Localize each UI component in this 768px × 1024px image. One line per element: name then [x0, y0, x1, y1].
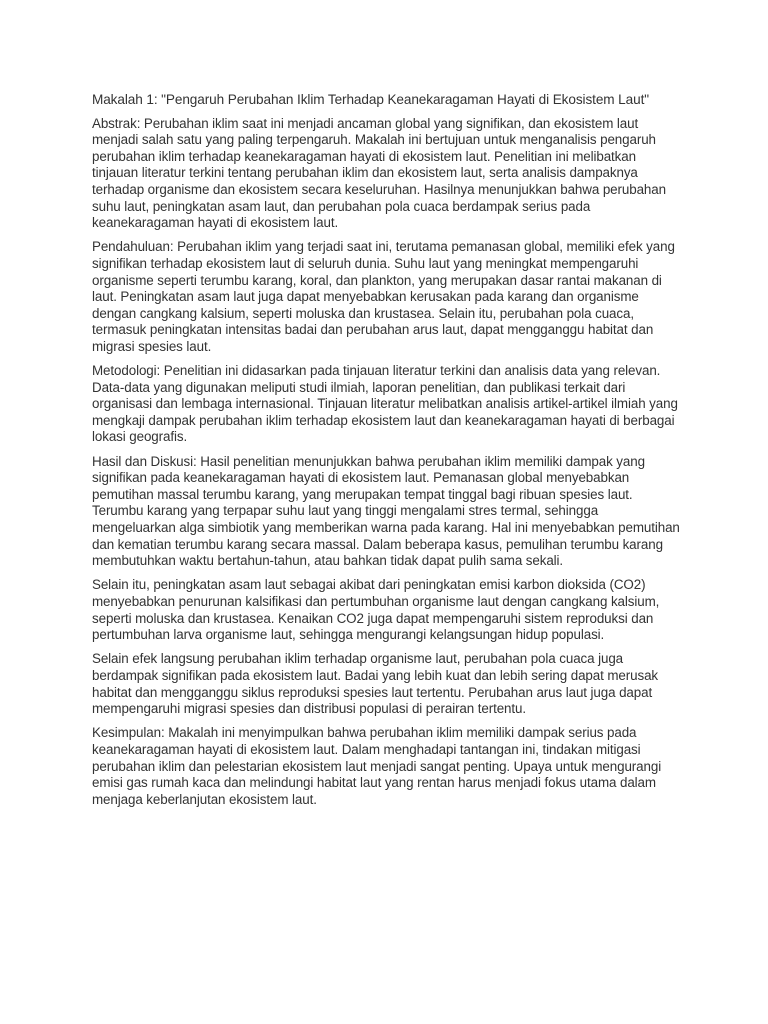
document-page: [92, 92, 682, 816]
paragraph-pendahuluan: Pendahuluan: Perubahan iklim yang terjadi saat ini, terutama pemanasan global, memiliki efek yang signifikan terhadap ekosistem laut di seluruh dunia. Suhu laut yang meningkat mempengaruhi organisme seperti terumbu karang, koral, dan plankton, yang merupakan dasar rantai makanan di laut. Peningkatan asam laut juga dapat menyebabkan kerusakan pada karang dan organisme dengan cangkang kalsium, seperti moluska dan krustasea. Selain itu, perubahan pola cuaca, termasuk peningkatan intensitas badai dan perubahan arus laut, dapat mengganggu habitat dan migrasi spesies laut.: [92, 239, 675, 354]
paragraph-asam-laut: Selain itu, peningkatan asam laut sebagai akibat dari peningkatan emisi karbon dioksida (CO2) menyebabkan penurunan kalsifikasi dan pertumbuhan organisme laut dengan cangkang kalsium, seperti moluska dan krustasea. Kenaikan CO2 juga dapat mempengaruhi sistem reproduksi dan pertumbuhan larva organisme laut, sehingga mengurangi kelangsungan hidup populasi.: [92, 577, 660, 643]
paragraph-metodologi: Metodologi: Penelitian ini didasarkan pada tinjauan literatur terkini dan analisis data yang relevan. Data-data yang digunakan meliputi studi ilmiah, laporan penelitian, dan publikasi terkait dari organisasi dan lembaga internasional. Tinjauan literatur melibatkan analisis artikel-artikel ilmiah yang mengkaji dampak perubahan iklim terhadap ekosistem laut dan keanekaragaman hayati di berbagai lokasi geografis.: [92, 363, 678, 445]
paragraph-abstrak: Abstrak: Perubahan iklim saat ini menjadi ancaman global yang signifikan, dan ekosistem laut menjadi salah satu yang paling terpengaruh. Makalah ini bertujuan untuk menganalisis pengaruh perubahan iklim terhadap keanekaragaman hayati di ekosistem laut. Penelitian ini melibatkan tinjauan literatur terkini tentang perubahan iklim dan ekosistem laut, serta analisis dampaknya terhadap organisme dan ekosistem secara keseluruhan. Hasilnya menunjukkan bahwa perubahan suhu laut, peningkatan asam laut, dan perubahan pola cuaca berdampak serius pada keanekaragaman hayati di ekosistem laut.: [92, 115, 666, 231]
paragraph-kesimpulan: Kesimpulan: Makalah ini menyimpulkan bahwa perubahan iklim memiliki dampak serius pada keanekaragaman hayati di ekosistem laut. Dalam menghadapi tantangan ini, tindakan mitigasi perubahan iklim dan pelestarian ekosistem laut menjadi sangat penting. Upaya untuk mengurangi emisi gas rumah kaca dan melindungi habitat laut yang rentan harus menjadi fokus utama dalam menjaga keberlanjutan ekosistem laut.: [92, 725, 662, 807]
document-title: Makalah 1: "Pengaruh Perubahan Iklim Terhadap Keanekaragaman Hayati di Ekosistem Laut": [92, 92, 649, 107]
paragraph-pola-cuaca: Selain efek langsung perubahan iklim terhadap organisme laut, perubahan pola cuaca juga berdampak signifikan pada ekosistem laut. Badai yang lebih kuat dan lebih sering dapat merusak habitat dan mengganggu siklus reproduksi spesies laut tertentu. Perubahan arus laut juga dapat mempengaruhi migrasi spesies dan distribusi populasi di perairan tertentu.: [92, 651, 659, 717]
paragraph-hasil-diskusi: Hasil dan Diskusi: Hasil penelitian menunjukkan bahwa perubahan iklim memiliki dampak yang signifikan pada keanekaragaman hayati di ekosistem laut. Pemanasan global menyebabkan pemutihan massal terumbu karang, yang merupakan tempat tinggal bagi ribuan spesies laut. Terumbu karang yang terpapar suhu laut yang tinggi mengalami stres termal, sehingga mengeluarkan alga simbiotik yang memberikan warna pada karang. Hal ini menyebabkan pemutihan dan kematian terumbu karang secara massal. Dalam beberapa kasus, pemulihan terumbu karang membutuhkan waktu bertahun-tahun, atau bahkan tidak dapat pulih sama sekali.: [92, 453, 680, 569]
